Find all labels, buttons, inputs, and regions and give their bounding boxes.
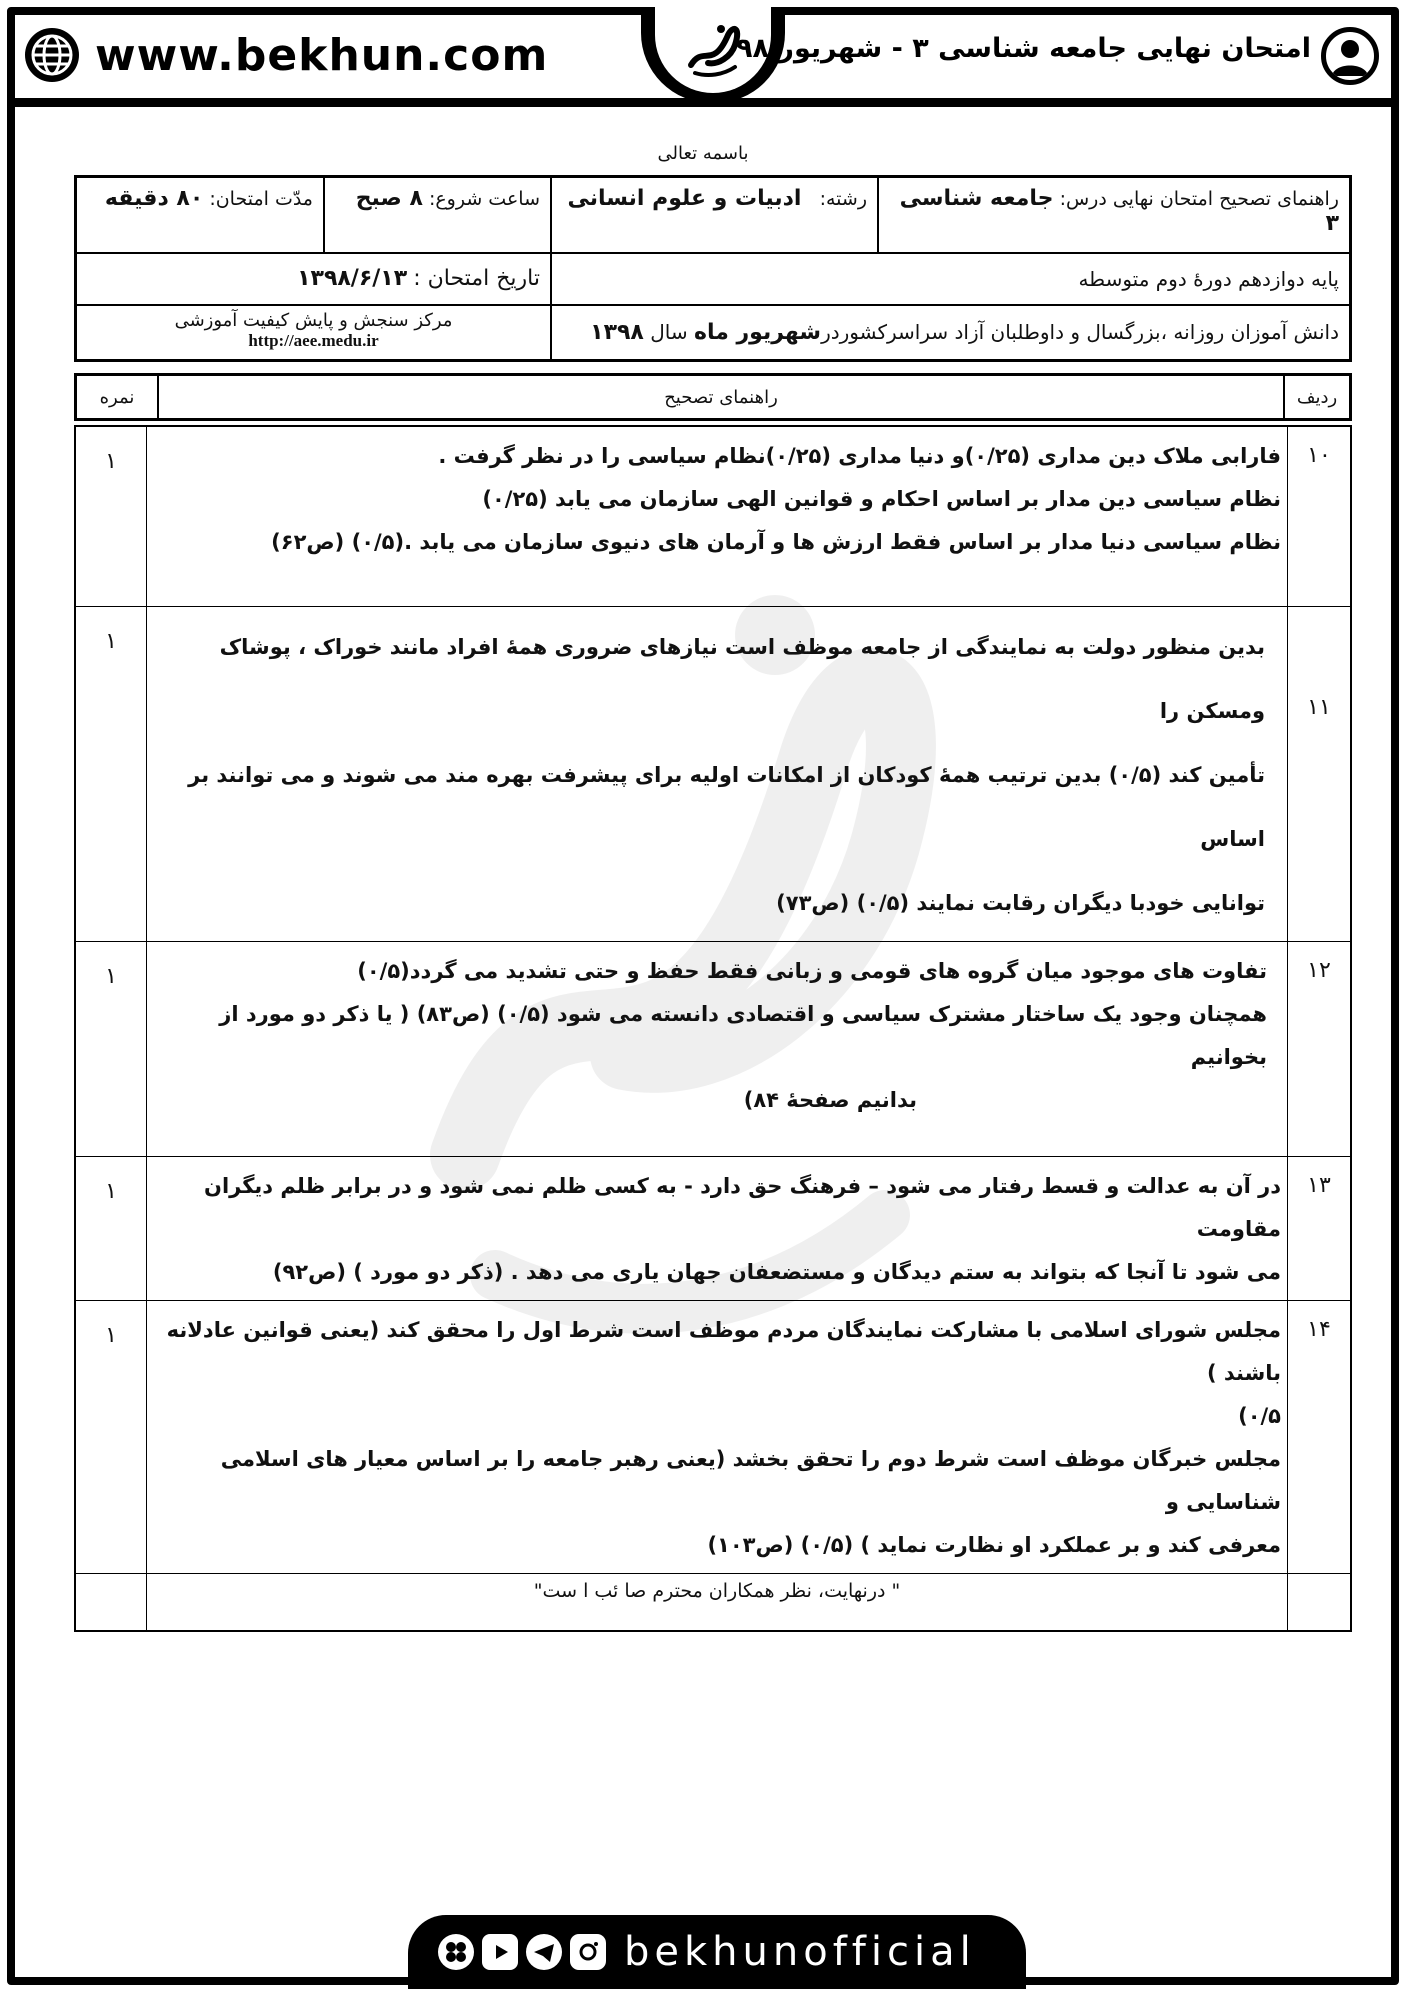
answers-table [74,425,1352,1632]
question-score: ۱ [75,941,147,1156]
question-number: ۱۴ [1288,1300,1352,1573]
exam-info-table [74,175,1352,362]
final-note: " درنهایت، نظر همکاران محترم صا ئب ا ست" [147,1573,1288,1631]
duration-cell: مدّت امتحان: ۸۰ دقیقه [76,177,325,253]
user-icon[interactable] [1321,27,1379,85]
column-header [74,373,1352,421]
exam-date-cell: تاریخ امتحان : ۱۳۹۸/۶/۱۳ [76,253,552,305]
final-note-row [75,1573,1351,1631]
exam-page [7,7,1399,1985]
social-handle[interactable]: bekhunofficial [624,1929,976,1975]
telegram-icon[interactable] [526,1934,562,1970]
guide-header: راهنمای تصحیح [158,375,1284,420]
answer-text: در آن به عدالت و قسط رفتار می شود – فرهنگ حق دارد - به کسی ظلم نمی شود و در برابر ظلم دیگران مقاومت می شود تا آنجا که بتواند به ستم دیدگان و مستضعفان جهان یاری می دهد . (ذکر دو مورد ) (ص۹۲) [147,1156,1288,1300]
center-url[interactable]: http://aee.medu.ir [248,330,379,350]
question-score: ۱ [75,1300,147,1573]
site-url: www.bekhun.com [95,29,549,81]
question-score: ۱ [75,1156,147,1300]
globe-icon [25,28,79,82]
page-header [15,15,1391,107]
question-number: ۱۳ [1288,1156,1352,1300]
app-icon[interactable] [438,1934,474,1970]
exam-title: امتحان نهایی جامعه شناسی ۳ - شهریور ۹۸ [736,33,1311,64]
social-icons [438,1934,606,1970]
center-cell: مرکز سنجش و پایش کیفیت آموزشی http://aee.medu.ir [76,305,552,361]
students-cell: دانش آموزان روزانه ،بزرگسال و داوطلبان آزاد سراسرکشوردرشهریور ماه سال ۱۳۹۸ [551,305,1351,361]
instagram-icon[interactable] [570,1934,606,1970]
grade-level-cell: پایه دوازدهم دورهٔ دوم متوسطه [551,253,1351,305]
youtube-icon[interactable] [482,1934,518,1970]
start-time-cell: ساعت شروع: ۸ صبح [324,177,551,253]
answer-text: بدین منظور دولت به نمایندگی از جامعه موظف است نیازهای ضروری همهٔ افراد مانند خوراک ، پوشاک ومسکن را تأمین کند (۰/۵) بدین ترتیب همهٔ کودکان از امکانات اولیه برای پیشرفت بهره مند می شوند و می توانند بر اساس توانایی خودبا دیگران رقابت نمایند (۰/۵) (ص۷۳) [147,606,1288,941]
question-number: ۱۰ [1288,426,1352,606]
course-cell: راهنمای تصحیح امتحان نهایی درس: جامعه شناسی ۳ [878,177,1351,253]
field-cell: رشته: ادبیات و علوم انسانی [551,177,878,253]
answer-row [75,941,1351,1156]
answer-text: مجلس شورای اسلامی با مشارکت نمایندگان مردم موظف است شرط اول را محقق کند (یعنی قوانین عادلانه باشند ) ۰/۵) مجلس خبرگان موظف است شرط دوم را تحقق بخشد (یعنی رهبر جامعه را بر اساس معیار های اسلامی شناسایی و معرفی کند و بر عملکرد او نظارت نماید ) (۰/۵) (ص۱۰۳) [147,1300,1288,1573]
question-number: ۱۱ [1288,606,1352,941]
answer-row [75,1156,1351,1300]
answer-row [75,1300,1351,1573]
site-link[interactable] [25,27,548,83]
score-header: نمره [76,375,159,420]
bismillah: باسمه تعالی [657,143,749,164]
question-score: ۱ [75,426,147,606]
row-header: ردیف [1284,375,1351,420]
answer-text: تفاوت های موجود میان گروه های قومی و زبانی فقط حفظ و حتی تشدید می گردد(۰/۵) همچنان وجود یک ساختار مشترک سیاسی و اقتصادی دانسته می شود (۰/۵) (ص۸۳) ( یا ذکر دو مورد از بخوانیم بدانیم صفحهٔ ۸۴) [147,941,1288,1156]
answer-row [75,606,1351,941]
answer-row [75,426,1351,606]
question-score: ۱ [75,606,147,941]
social-footer [408,1915,1026,1989]
question-number: ۱۲ [1288,941,1352,1156]
answer-text: فارابی ملاک دین مداری (۰/۲۵)و دنیا مداری (۰/۲۵)نظام سیاسی را در نظر گرفت . نظام سیاسی دین مدار بر اساس احکام و قوانین الهی سازمان می یابد (۰/۲۵) نظام سیاسی دنیا مدار بر اساس فقط ارزش ها و آرمان های دنیوی سازمان می یابد .(۰/۵) (ص۶۲) [147,426,1288,606]
